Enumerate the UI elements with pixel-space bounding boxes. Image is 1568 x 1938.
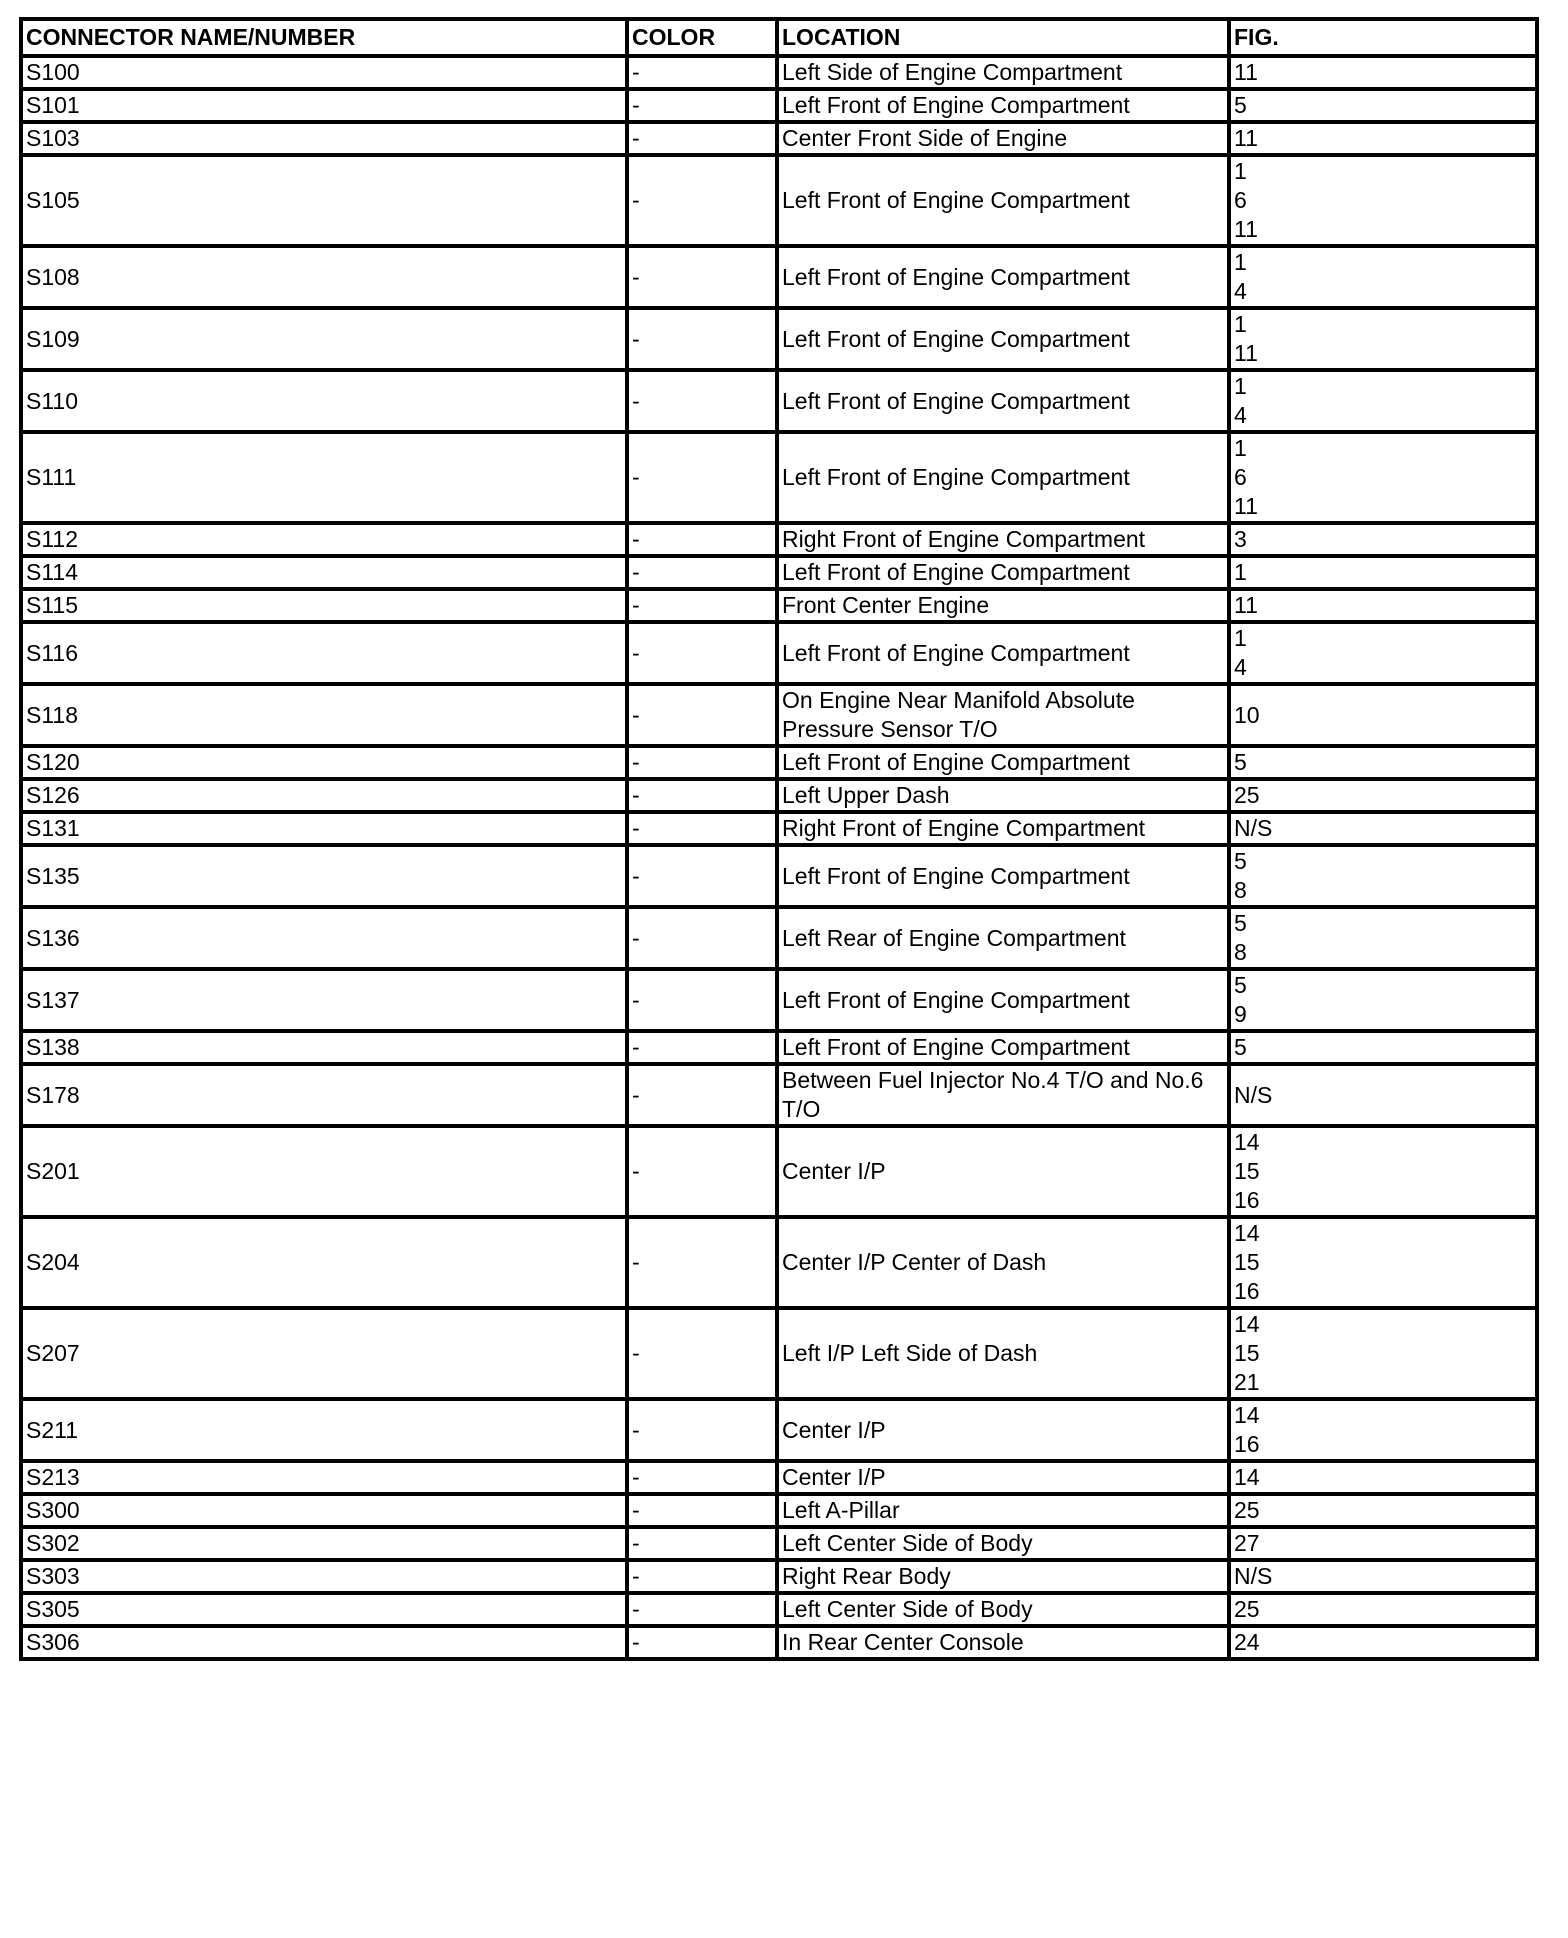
table-row	[21, 370, 1537, 432]
fig-number: 6	[1234, 464, 1247, 490]
fig-number: 11	[1234, 125, 1258, 151]
fig-number: 1	[1234, 435, 1247, 461]
connector-cell: S137	[21, 969, 627, 1031]
location-cell	[777, 1527, 1229, 1560]
table-row	[21, 1626, 1537, 1659]
fig-number: 25	[1234, 1596, 1260, 1622]
location-cell	[777, 1126, 1229, 1217]
fig-number: 16	[1234, 1278, 1260, 1304]
fig-number: 4	[1234, 402, 1247, 428]
connector-cell: S207	[21, 1308, 627, 1399]
connector-cell: S131	[21, 812, 627, 845]
table-row	[21, 246, 1537, 308]
connector-cell: S126	[21, 779, 627, 812]
location-text: Left Front of Engine Compartment	[782, 749, 1130, 775]
connector-cell: S204	[21, 1217, 627, 1308]
color-cell: -	[627, 1626, 777, 1659]
color-cell: -	[627, 1217, 777, 1308]
fig-number: 1	[1234, 559, 1247, 585]
connector-cell: S120	[21, 746, 627, 779]
connector-cell: S108	[21, 246, 627, 308]
location-cell	[777, 1217, 1229, 1308]
connector-cell: S302	[21, 1527, 627, 1560]
location-cell	[777, 779, 1229, 812]
fig-number: 14	[1234, 1464, 1260, 1490]
connector-cell: S111	[21, 432, 627, 523]
connector-cell: S101	[21, 89, 627, 122]
location-cell	[777, 246, 1229, 308]
fig-number: 1	[1234, 311, 1247, 337]
location-cell	[777, 1560, 1229, 1593]
location-text: On Engine Near Manifold Absolute Pressure Sensor T/O	[782, 687, 1135, 742]
color-cell: -	[627, 56, 777, 89]
color-cell: -	[627, 370, 777, 432]
location-text: Center I/P	[782, 1416, 886, 1443]
location-text: Right Front of Engine Compartment	[782, 526, 1146, 552]
fig-number: 14	[1234, 1311, 1260, 1337]
table-row	[21, 812, 1537, 845]
fig-number: N/S	[1234, 1081, 1273, 1108]
location-cell	[777, 1064, 1229, 1126]
fig-cell	[1229, 523, 1537, 556]
color-cell: -	[627, 746, 777, 779]
fig-cell	[1229, 845, 1537, 907]
color-cell: -	[627, 155, 777, 246]
connector-cell: S100	[21, 56, 627, 89]
location-text: Left Front of Engine Compartment	[782, 559, 1130, 585]
location-text: Front Center Engine	[782, 592, 990, 618]
fig-number: 25	[1234, 782, 1260, 808]
location-cell	[777, 122, 1229, 155]
color-cell: -	[627, 1560, 777, 1593]
fig-number: 1	[1234, 373, 1247, 399]
table-row	[21, 155, 1537, 246]
table-row	[21, 1126, 1537, 1217]
location-cell	[777, 432, 1229, 523]
fig-cell	[1229, 1494, 1537, 1527]
fig-number: 8	[1234, 877, 1247, 903]
fig-number: 8	[1234, 939, 1247, 965]
connector-cell: S178	[21, 1064, 627, 1126]
location-text: Center I/P	[782, 1464, 886, 1490]
fig-number: 3	[1234, 526, 1247, 552]
location-text: Left Rear of Engine Compartment	[782, 924, 1126, 951]
connector-cell: S135	[21, 845, 627, 907]
fig-number: 5	[1234, 910, 1247, 936]
fig-cell	[1229, 89, 1537, 122]
table-row	[21, 1560, 1537, 1593]
fig-number: N/S	[1234, 815, 1273, 841]
location-cell	[777, 1626, 1229, 1659]
location-cell	[777, 155, 1229, 246]
location-cell	[777, 622, 1229, 684]
location-text: Right Rear Body	[782, 1563, 951, 1589]
connector-cell: S305	[21, 1593, 627, 1626]
fig-number: 5	[1234, 92, 1247, 118]
fig-number: 5	[1234, 972, 1247, 998]
location-cell	[777, 746, 1229, 779]
location-text: Left Front of Engine Compartment	[782, 263, 1130, 290]
fig-number: 25	[1234, 1497, 1260, 1523]
location-cell	[777, 556, 1229, 589]
location-text: Left Center Side of Body	[782, 1596, 1033, 1622]
table-row	[21, 589, 1537, 622]
fig-number: 27	[1234, 1530, 1260, 1556]
location-cell	[777, 370, 1229, 432]
fig-number: 15	[1234, 1249, 1260, 1275]
header-fig: FIG.	[1229, 19, 1537, 56]
location-cell	[777, 523, 1229, 556]
connector-cell: S114	[21, 556, 627, 589]
location-text: Left I/P Left Side of Dash	[782, 1340, 1038, 1366]
connector-cell: S306	[21, 1626, 627, 1659]
fig-number: 9	[1234, 1001, 1247, 1027]
location-text: Left Front of Engine Compartment	[782, 387, 1130, 414]
fig-number: 1	[1234, 158, 1247, 184]
connector-cell: S115	[21, 589, 627, 622]
fig-cell	[1229, 1217, 1537, 1308]
table-row	[21, 746, 1537, 779]
fig-cell	[1229, 370, 1537, 432]
color-cell: -	[627, 845, 777, 907]
table-body	[21, 56, 1537, 1659]
fig-number: 6	[1234, 187, 1247, 213]
table-row	[21, 432, 1537, 523]
fig-number: 14	[1234, 1220, 1260, 1246]
table-row	[21, 1494, 1537, 1527]
fig-number: 11	[1234, 592, 1258, 618]
fig-cell	[1229, 1461, 1537, 1494]
fig-number: 5	[1234, 1034, 1247, 1060]
location-text: Left Upper Dash	[782, 782, 950, 808]
fig-cell	[1229, 1527, 1537, 1560]
location-text: In Rear Center Console	[782, 1629, 1024, 1655]
color-cell: -	[627, 1031, 777, 1064]
fig-number: 4	[1234, 278, 1247, 304]
header-connector: CONNECTOR NAME/NUMBER	[21, 19, 627, 56]
fig-number: 4	[1234, 654, 1247, 680]
color-cell: -	[627, 246, 777, 308]
location-cell	[777, 969, 1229, 1031]
location-text: Left Front of Engine Compartment	[782, 1034, 1130, 1060]
fig-cell	[1229, 308, 1537, 370]
color-cell: -	[627, 812, 777, 845]
table-row	[21, 1527, 1537, 1560]
table-row	[21, 845, 1537, 907]
fig-cell	[1229, 155, 1537, 246]
location-text: Center I/P	[782, 1158, 886, 1184]
fig-cell	[1229, 1560, 1537, 1593]
fig-number: 11	[1234, 493, 1258, 519]
color-cell: -	[627, 1461, 777, 1494]
table-row	[21, 56, 1537, 89]
fig-number: 10	[1234, 701, 1260, 728]
table-row	[21, 779, 1537, 812]
table-row	[21, 1217, 1537, 1308]
header-location: LOCATION	[777, 19, 1229, 56]
table-row	[21, 556, 1537, 589]
fig-number: N/S	[1234, 1563, 1273, 1589]
color-cell: -	[627, 779, 777, 812]
color-cell: -	[627, 1527, 777, 1560]
fig-cell	[1229, 56, 1537, 89]
table-row	[21, 907, 1537, 969]
fig-cell	[1229, 746, 1537, 779]
fig-cell	[1229, 1126, 1537, 1217]
fig-number: 11	[1234, 340, 1258, 366]
connector-cell: S138	[21, 1031, 627, 1064]
location-cell	[777, 684, 1229, 746]
table-row	[21, 1308, 1537, 1399]
table-row	[21, 89, 1537, 122]
table-row	[21, 308, 1537, 370]
connector-cell: S201	[21, 1126, 627, 1217]
location-text: Left Front of Engine Compartment	[782, 464, 1130, 490]
location-text: Left Front of Engine Compartment	[782, 862, 1130, 889]
fig-number: 15	[1234, 1158, 1260, 1184]
connector-cell: S213	[21, 1461, 627, 1494]
fig-cell	[1229, 1031, 1537, 1064]
header-row	[21, 19, 1537, 56]
location-cell	[777, 56, 1229, 89]
fig-number: 11	[1234, 216, 1258, 242]
location-text: Left Front of Engine Compartment	[782, 187, 1130, 213]
table-header	[21, 19, 1537, 56]
location-text: Right Front of Engine Compartment	[782, 815, 1146, 841]
fig-number: 16	[1234, 1431, 1260, 1457]
color-cell: -	[627, 1308, 777, 1399]
color-cell: -	[627, 684, 777, 746]
color-cell: -	[627, 1399, 777, 1461]
location-cell	[777, 1461, 1229, 1494]
location-text: Left Front of Engine Compartment	[782, 639, 1130, 666]
connector-cell: S136	[21, 907, 627, 969]
fig-cell	[1229, 684, 1537, 746]
fig-cell	[1229, 1308, 1537, 1399]
color-cell: -	[627, 1126, 777, 1217]
location-cell	[777, 89, 1229, 122]
fig-cell	[1229, 1064, 1537, 1126]
fig-cell	[1229, 812, 1537, 845]
fig-cell	[1229, 589, 1537, 622]
color-cell: -	[627, 308, 777, 370]
table-row	[21, 622, 1537, 684]
fig-cell	[1229, 246, 1537, 308]
location-text: Left Side of Engine Compartment	[782, 59, 1123, 85]
connector-cell: S112	[21, 523, 627, 556]
color-cell: -	[627, 907, 777, 969]
table-row	[21, 684, 1537, 746]
fig-number: 5	[1234, 848, 1247, 874]
location-cell	[777, 589, 1229, 622]
connector-cell: S110	[21, 370, 627, 432]
color-cell: -	[627, 969, 777, 1031]
location-cell	[777, 308, 1229, 370]
color-cell: -	[627, 89, 777, 122]
table-row	[21, 969, 1537, 1031]
location-text: Center Front Side of Engine	[782, 125, 1068, 151]
header-color: COLOR	[627, 19, 777, 56]
table-row	[21, 1064, 1537, 1126]
connector-cell: S105	[21, 155, 627, 246]
table-row	[21, 1031, 1537, 1064]
color-cell: -	[627, 1593, 777, 1626]
color-cell: -	[627, 589, 777, 622]
connector-cell: S211	[21, 1399, 627, 1461]
color-cell: -	[627, 432, 777, 523]
fig-cell	[1229, 779, 1537, 812]
fig-number: 21	[1234, 1369, 1260, 1395]
connector-cell: S103	[21, 122, 627, 155]
location-text: Left Front of Engine Compartment	[782, 325, 1130, 352]
connector-location-table	[19, 17, 1539, 1661]
fig-cell	[1229, 556, 1537, 589]
location-text: Left Front of Engine Compartment	[782, 986, 1130, 1013]
location-text: Center I/P Center of Dash	[782, 1249, 1047, 1275]
location-text: Between Fuel Injector No.4 T/O and No.6 T/O	[782, 1067, 1204, 1122]
table-row	[21, 122, 1537, 155]
fig-number: 11	[1234, 59, 1258, 85]
fig-number: 24	[1234, 1629, 1260, 1655]
color-cell: -	[627, 1064, 777, 1126]
color-cell: -	[627, 122, 777, 155]
location-cell	[777, 1593, 1229, 1626]
connector-cell: S116	[21, 622, 627, 684]
fig-cell	[1229, 1626, 1537, 1659]
fig-cell	[1229, 622, 1537, 684]
fig-cell	[1229, 1593, 1537, 1626]
table-row	[21, 523, 1537, 556]
fig-number: 1	[1234, 249, 1247, 275]
color-cell: -	[627, 1494, 777, 1527]
fig-number: 14	[1234, 1129, 1260, 1155]
location-cell	[777, 1308, 1229, 1399]
location-cell	[777, 907, 1229, 969]
connector-cell: S303	[21, 1560, 627, 1593]
fig-cell	[1229, 122, 1537, 155]
fig-cell	[1229, 1399, 1537, 1461]
fig-number: 5	[1234, 749, 1247, 775]
location-cell	[777, 1399, 1229, 1461]
location-cell	[777, 1494, 1229, 1527]
table-row	[21, 1399, 1537, 1461]
location-cell	[777, 845, 1229, 907]
color-cell: -	[627, 622, 777, 684]
connector-cell: S109	[21, 308, 627, 370]
fig-number: 1	[1234, 625, 1247, 651]
table-row	[21, 1593, 1537, 1626]
fig-number: 16	[1234, 1187, 1260, 1213]
connector-cell: S300	[21, 1494, 627, 1527]
fig-cell	[1229, 969, 1537, 1031]
fig-number: 14	[1234, 1402, 1260, 1428]
connector-cell: S118	[21, 684, 627, 746]
location-text: Left Front of Engine Compartment	[782, 92, 1130, 118]
location-cell	[777, 812, 1229, 845]
fig-cell	[1229, 432, 1537, 523]
location-text: Left Center Side of Body	[782, 1530, 1033, 1556]
color-cell: -	[627, 556, 777, 589]
table-row	[21, 1461, 1537, 1494]
location-cell	[777, 1031, 1229, 1064]
location-text: Left A-Pillar	[782, 1497, 900, 1523]
fig-cell	[1229, 907, 1537, 969]
color-cell: -	[627, 523, 777, 556]
fig-number: 15	[1234, 1340, 1260, 1366]
